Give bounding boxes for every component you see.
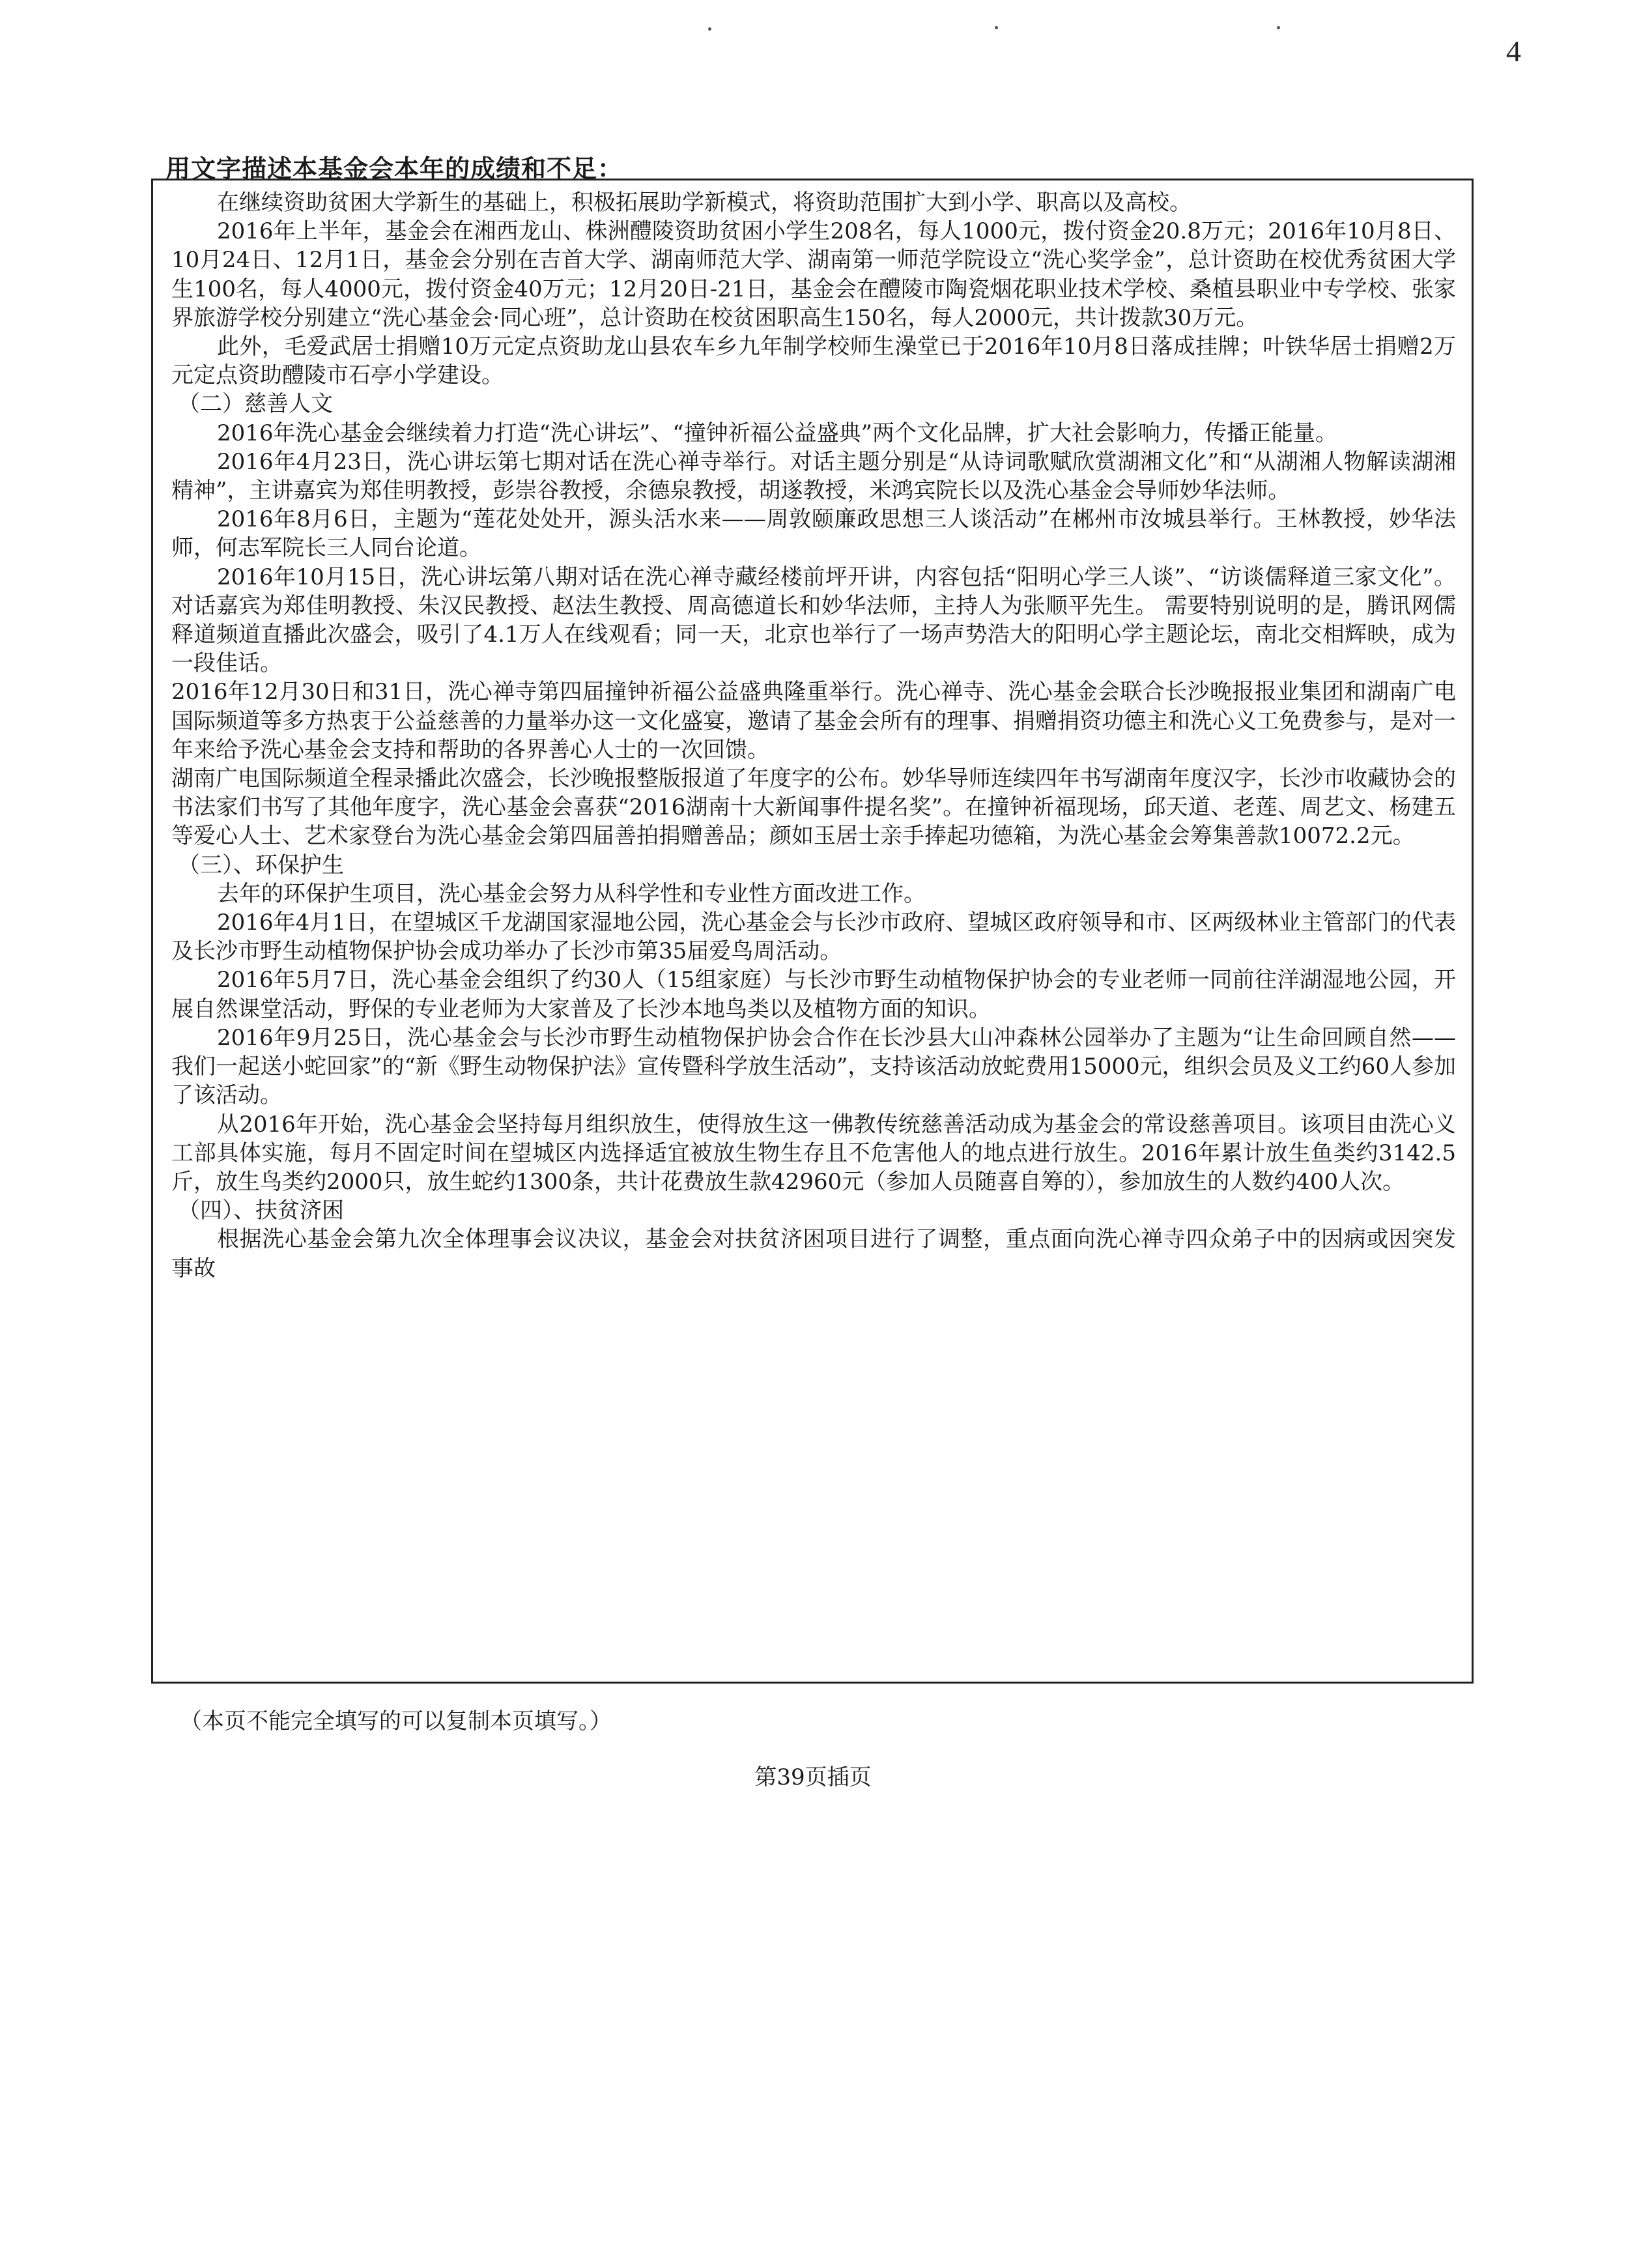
- content-box: [151, 179, 1474, 1684]
- paragraph: 2016年8月6日，主题为“莲花处处开，源头活水来——周敦颐廉政思想三人谈活动”在郴州市汝城县举行。王林教授，妙华法师，何志军院长三人同台论道。: [171, 506, 1456, 562]
- paragraph: 2016年4月1日，在望城区千龙湖国家湿地公园，洗心基金会与长沙市政府、望城区政府领导和市、区两级林业主管部门的代表及长沙市野生动植物保护协会成功举办了长沙市第35届爱鸟周活动。: [171, 910, 1456, 965]
- scan-speck: [708, 27, 711, 31]
- paragraph: 在继续资助贫困大学新生的基础上，积极拓展助学新模式，将资助范围扩大到小学、职高以及高校。: [217, 190, 1191, 216]
- page-number: 4: [1506, 35, 1521, 68]
- form-footnote: （本页不能完全填写的可以复制本页填写。）: [180, 1708, 612, 1734]
- paragraph: 2016年12月30日和31日，洗心禅寺第四届撞钟祈福公益盛典隆重举行。洗心禅寺、洗心基金会联合长沙晚报报业集团和湖南广电国际频道等多方热衷于公益慈善的力量举办这一文化盛宴，邀请了基金会所有的理事、捐赠捐资功德主和洗心义工免费参与，是对一年来给予洗心基金会支持和帮助的各界善心人士的一次回馈。: [171, 679, 1456, 763]
- subsection-title: （四）、扶贫济困: [178, 1198, 344, 1224]
- paragraph: 2016年4月23日，洗心讲坛第七期对话在洗心禅寺举行。对话主题分别是“从诗词歌赋欣赏湖湘文化”和“从湖湘人物解读湖湘精神”，主讲嘉宾为郑佳明教授，彭崇谷教授，余德泉教授，胡遂教授，米鸿宾院长以及洗心基金会导师妙华法师。: [171, 448, 1456, 504]
- subsection-title: （三）、环保护生: [178, 852, 344, 878]
- paragraph: 2016年9月25日，洗心基金会与长沙市野生动植物保护协会合作在长沙县大山冲森林公园举办了主题为“让生命回顾自然——我们一起送小蛇回家”的“新《野生动物保护法》宣传暨科学放生活动”，支持该活动放蛇费用15000元，组织会员及义工约60人参加了该活动。: [171, 1024, 1456, 1109]
- paragraph: 根据洗心基金会第九次全体理事会议决议，基金会对扶贫济困项目进行了调整，重点面向洗心禅寺四众弟子中的因病或因突发事故: [171, 1226, 1456, 1282]
- paragraph: 2016年上半年，基金会在湘西龙山、株洲醴陵资助贫困小学生208名，每人1000元，拨付资金20.8万元；2016年10月8日、10月24日、12月1日，基金会分别在吉首大学、湖南师范大学、湖南第一师范学院设立“洗心奖学金”，总计资助在校优秀贫困大学生100名，每人4000元，拨付资金40万元；12月20日-21日，基金会在醴陵市陶瓷烟花职业技术学校、桑植县职业中专学校、张家界旅游学校分别建立“洗心基金会·同心班”，总计资助在校贫困职高生150名，每人2000元，共计拨款30万元。: [171, 218, 1456, 331]
- scan-speck: [1277, 26, 1280, 29]
- paragraph: 去年的环保护生项目，洗心基金会努力从科学性和专业性方面改进工作。: [217, 880, 926, 907]
- section-heading: 用文字描述本基金会本年的成绩和不足：: [165, 154, 623, 183]
- paragraph: 2016年10月15日，洗心讲坛第八期对话在洗心禅寺藏经楼前坪开讲，内容包括“阳明心学三人谈”、“访谈儒释道三家文化”。对话嘉宾为郑佳明教授、朱汉民教授、赵法生教授、周高德道长和妙华法师，主持人为张顺平先生。 需要特别说明的是，腾讯网儒释道频道直播此次盛会，吸引了4.1万人在线观看；同一天，北京也举行了一场声势浩大的阳明心学主题论坛，南北交相辉映，成为一段佳话。: [171, 564, 1456, 677]
- paragraph: 2016年洗心基金会继续着力打造“洗心讲坛”、“撞钟祈福公益盛典”两个文化品牌，扩大社会影响力，传播正能量。: [217, 420, 1338, 446]
- scan-speck: [995, 26, 998, 29]
- paragraph: 湖南广电国际频道全程录播此次盛会，长沙晚报整版报道了年度字的公布。妙华导师连续四年书写湖南年度汉字，长沙市收藏协会的书法家们书写了其他年度字，洗心基金会喜获“2016湖南十大新闻事件提名奖”。在撞钟祈福现场，邱天道、老莲、周艺文、杨建五等爱心人士、艺术家登台为洗心基金会第四届善拍捐赠善品；颜如玉居士亲手捧起功德箱，为洗心基金会筹集善款10072.2元。: [171, 766, 1456, 850]
- paragraph: 从2016年开始，洗心基金会坚持每月组织放生，使得放生这一佛教传统慈善活动成为基金会的常设慈善项目。该项目由洗心义工部具体实施，每月不固定时间在望城区内选择适宜被放生物生存且不危害他人的地点进行放生。2016年累计放生鱼类约3142.5斤，放生鸟类约2000只，放生蛇约1300条，共计花费放生款42960元（参加人员随喜自筹的），参加放生的人数约400人次。: [171, 1111, 1456, 1195]
- paragraph: 2016年5月7日，洗心基金会组织了约30人（15组家庭）与长沙市野生动植物保护协会的专业老师一同前往洋湖湿地公园，开展自然课堂活动，野保的专业老师为大家普及了长沙本地鸟类以及植物方面的知识。: [171, 967, 1456, 1022]
- subsection-title: （二）慈善人文: [178, 391, 333, 418]
- page-footer: 第39页插页: [754, 1764, 872, 1790]
- paragraph: 此外，毛爱武居士捐赠10万元定点资助龙山县农车乡九年制学校师生澡堂已于2016年10月8日落成挂牌；叶铁华居士捐赠2万元定点资助醴陵市石亭小学建设。: [171, 334, 1456, 389]
